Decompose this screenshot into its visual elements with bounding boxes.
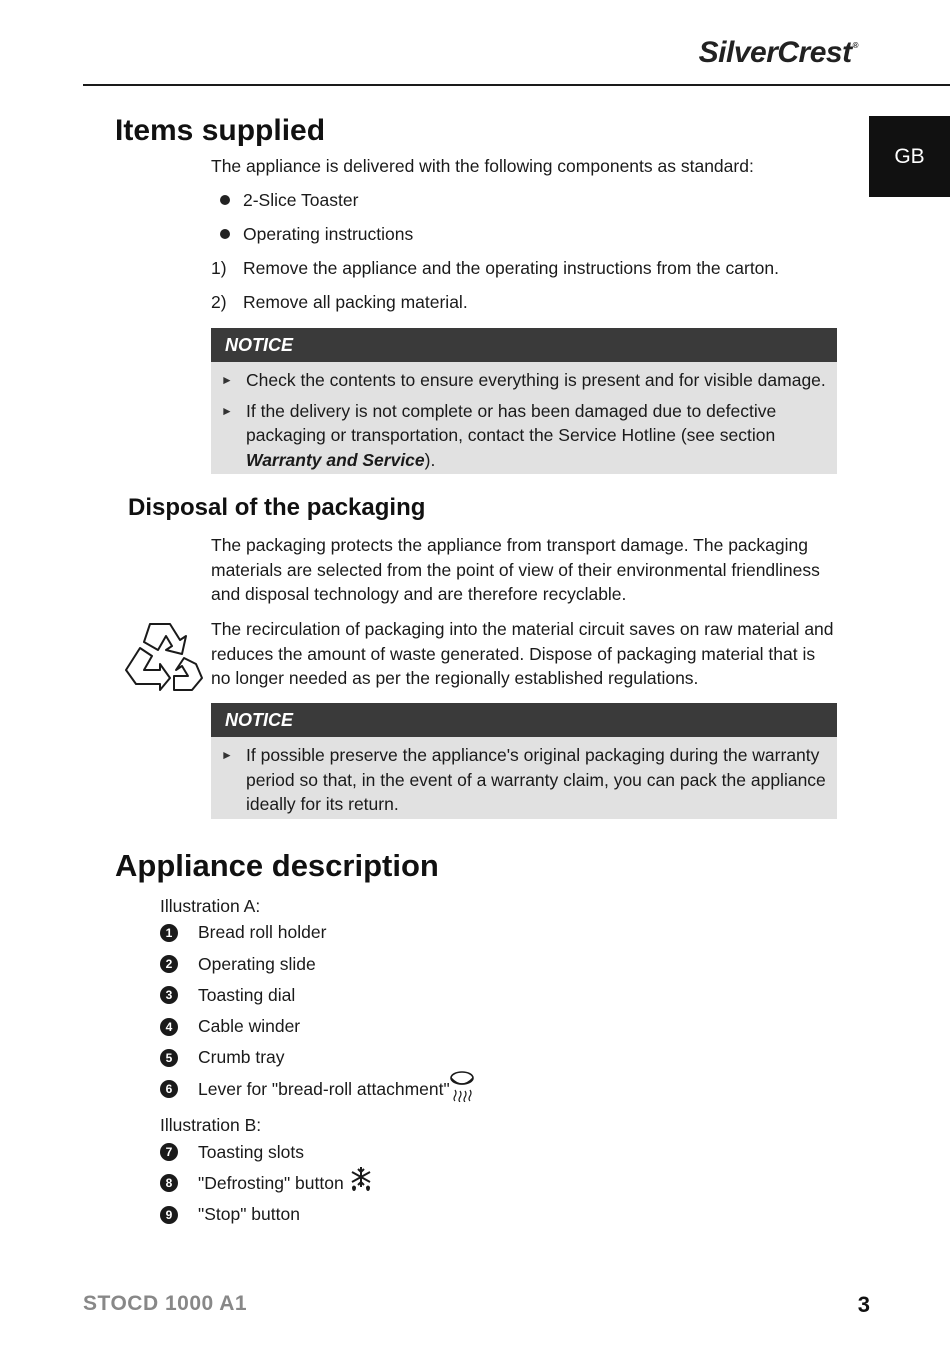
list-item: Operating instructions bbox=[243, 224, 414, 244]
part-label: Toasting slots bbox=[198, 1142, 305, 1162]
notice-item-text: Check the contents to ensure everything is present and for visible damage. bbox=[246, 370, 826, 390]
notice-title: NOTICE bbox=[211, 703, 837, 737]
callout-number: 3 bbox=[160, 986, 178, 1004]
section-reference: Warranty and Service bbox=[246, 449, 425, 470]
registered-mark: ® bbox=[852, 41, 858, 50]
notice-item bbox=[211, 743, 837, 817]
callout-number: 8 bbox=[160, 1174, 178, 1192]
part-label: Toasting dial bbox=[198, 985, 296, 1005]
recycle-icon bbox=[122, 620, 204, 696]
language-tab-label: GB bbox=[894, 144, 925, 168]
notice-item bbox=[211, 399, 837, 473]
illustration-a-label: Illustration A: bbox=[160, 896, 261, 916]
part-label: "Defrosting" button bbox=[198, 1173, 344, 1193]
arrow-icon: ► bbox=[221, 373, 233, 387]
callout-number: 2 bbox=[160, 955, 178, 973]
step-text: Remove all packing material. bbox=[243, 292, 468, 312]
section-title-items-supplied: Items supplied bbox=[115, 114, 326, 147]
bullet-dot bbox=[220, 195, 230, 205]
notice-title: NOTICE bbox=[211, 328, 837, 362]
footer-model-number: STOCD 1000 A1 bbox=[83, 1292, 248, 1315]
part-label: "Stop" button bbox=[198, 1204, 300, 1224]
snowflake-icon bbox=[347, 1165, 375, 1195]
callout-number: 6 bbox=[160, 1080, 178, 1098]
callout-number: 4 bbox=[160, 1018, 178, 1036]
notice-item-text: If possible preserve the appliance's original packaging during the warranty period so that, in the event of a warranty claim, you can pack the appliance ideally for its return. bbox=[246, 745, 826, 814]
arrow-icon: ► bbox=[221, 748, 233, 762]
illustration-b-label: Illustration B: bbox=[160, 1115, 262, 1135]
notice-item-end: ). bbox=[424, 449, 436, 470]
list-item: 2-Slice Toaster bbox=[243, 190, 359, 210]
callout-number: 9 bbox=[160, 1206, 178, 1224]
arrow-icon: ► bbox=[221, 403, 233, 418]
step-number: 1) bbox=[211, 258, 227, 278]
part-label: Operating slide bbox=[198, 954, 316, 974]
notice-box bbox=[211, 703, 837, 819]
page-number: 3 bbox=[857, 1292, 870, 1317]
section-title-disposal: Disposal of the packaging bbox=[128, 494, 426, 521]
bread-roll-icon bbox=[449, 1070, 475, 1102]
disposal-paragraph-1: The packaging protects the appliance from transport damage. The packaging materials are selected from the point of view of their environmental friendliness and disposal technology and are therefore recyclable. bbox=[211, 535, 820, 604]
part-label: Bread roll holder bbox=[198, 922, 327, 942]
step-text: Remove the appliance and the operating instructions from the carton. bbox=[243, 258, 780, 278]
brand-name: SilverCrest bbox=[698, 36, 852, 69]
part-label: Lever for "bread-roll attachment" bbox=[198, 1079, 450, 1099]
callout-number: 5 bbox=[160, 1049, 178, 1067]
notice-item-text: If the delivery is not complete or has been damaged due to defective packaging or transportation, contact the Service Hotline (see section bbox=[246, 400, 777, 445]
bullet-dot bbox=[220, 229, 230, 239]
step-number: 2) bbox=[211, 292, 227, 312]
header-rule bbox=[83, 84, 950, 86]
notice-item bbox=[211, 368, 837, 393]
section-title-appliance: Appliance description bbox=[115, 848, 439, 883]
part-label: Crumb tray bbox=[198, 1047, 285, 1067]
items-intro: The appliance is delivered with the following components as standard: bbox=[211, 156, 754, 176]
part-label: Cable winder bbox=[198, 1016, 301, 1036]
callout-number: 7 bbox=[160, 1143, 178, 1161]
callout-number: 1 bbox=[160, 924, 178, 942]
brand-logo bbox=[699, 38, 858, 68]
notice-box bbox=[211, 328, 837, 474]
disposal-paragraph-2: The recirculation of packaging into the material circuit saves on raw material and reduces the amount of waste generated. Dispose of packaging material that is no longer needed as per the regionally established regulations. bbox=[211, 619, 834, 688]
language-tab bbox=[869, 116, 950, 197]
